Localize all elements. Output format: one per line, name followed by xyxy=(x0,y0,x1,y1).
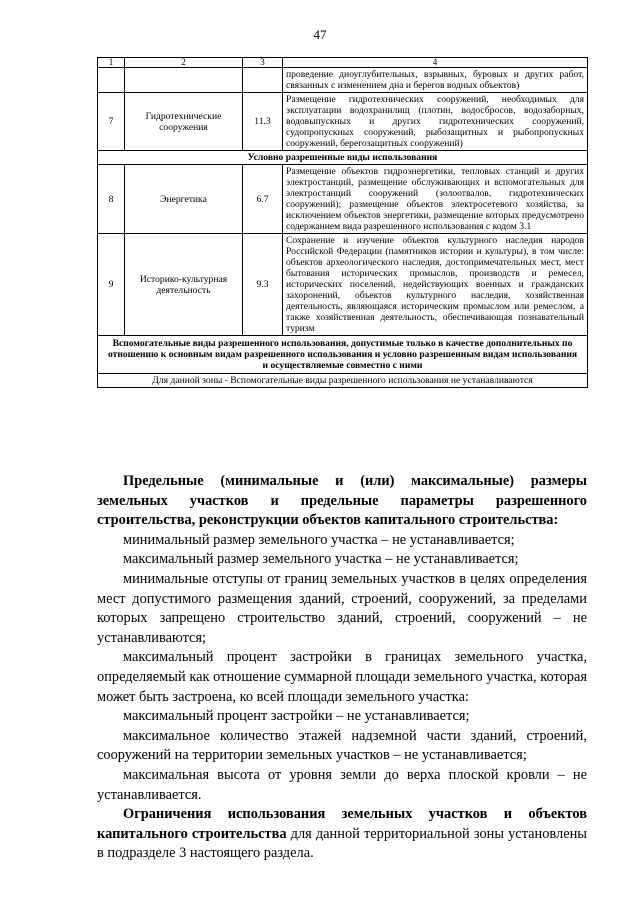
paragraph: максимальное количество этажей надземной части зданий, строений, сооружений на территории земельных участков – не устанавливается; xyxy=(97,727,587,764)
restrictions-bold: Ограничения использования земельных участков и объектов капитального строительства xyxy=(97,806,587,842)
section-header-row xyxy=(98,151,588,165)
use-type-description: Сохранение и изучение объектов культурного наследия народов Российской Федерации (памятников истории и культуры), в том числе: объектов археологического наследия, достопримечательных мест, мест бытования исторических промыслов, производств и ремесел, исторических поселений, недействующих военных и гражданских захоронений, объектов культурного наследия, хозяйственная деятельность, являющаяся историческим промыслом или ремеслом, а также хозяйственная деятельность, обеспечивающая познавательный туризм xyxy=(283,234,588,336)
paragraph: минимальные отступы от границ земельных участков в целях определения мест допустимого размещения зданий, строений, сооружений, за пределами которых запрещено строительство зданий, строений, сооружений – не устанавливаются; xyxy=(97,570,587,646)
note-row xyxy=(98,374,588,388)
use-type-name: Гидротехнические сооружения xyxy=(125,93,243,151)
section-conditional-title: Условно разрешенные виды использования xyxy=(98,151,588,165)
use-type-description: Размещение объектов гидроэнергетики, тепловых станций и других электростанций, размещение обслуживающих и вспомогательных для электростанций сооружений (золоотвалов, гидротехнических сооружений); размещение объектов электросетевого хозяйства, за исключением объектов энергетики, размещение которых предусмотрено содержанием вида разрешенного использования с кодом 3.1 xyxy=(283,165,588,234)
col-header-2: 2 xyxy=(125,58,243,68)
table-row xyxy=(98,234,588,336)
paragraph: минимальный размер земельного участка – не устанавливается; xyxy=(123,531,515,548)
row-number: 7 xyxy=(98,93,125,151)
regulations-text xyxy=(97,472,587,864)
use-type-code: 9.3 xyxy=(243,234,283,336)
paragraph: максимальная высота от уровня земли до верха плоской кровли – не устанавливается. xyxy=(97,766,587,803)
restrictions-rest: для данной территориальной зоны установлены в подразделе 3 настоящего раздела. xyxy=(97,825,587,862)
land-use-table xyxy=(97,57,588,388)
page-number: 47 xyxy=(313,27,327,42)
row-number: 9 xyxy=(98,234,125,336)
auxiliary-note: Для данной зоны - Вспомогательные виды разрешенного использования не устанавливаются xyxy=(98,374,588,388)
use-type-code: 11.3 xyxy=(243,93,283,151)
limits-heading: Предельные (минимальные и (или) максимальные) размеры земельных участков и предельные параметры разрешенного строительства, реконструкции объектов капитального строительства: xyxy=(97,473,587,529)
paragraph: максимальный процент застройки – не устанавливается; xyxy=(123,708,470,725)
use-type-name: Энергетика xyxy=(125,165,243,234)
col-header-3: 3 xyxy=(243,58,283,68)
table-row xyxy=(98,165,588,234)
paragraph: максимальный процент застройки в границах земельного участка, определяемый как отношение суммарной площади земельного участка, которая может быть застроена, ко всей площади земельного участка: xyxy=(97,649,587,705)
use-type-code: 6.7 xyxy=(243,165,283,234)
section-auxiliary-title: Вспомогательные виды разрешенного использования, допустимые только в качестве дополнительных по отношению к основным видам разрешенного использования и условно разрешенным видам использования и осуществляемые совместно с ними xyxy=(98,336,588,374)
use-type-description: Размещение гидротехнических сооружений, необходимых для эксплуатации водохранилищ (плотин, водосбросов, водозаборных, водовыпускных и других гидротехнических сооружений, судопропускных сооружений, рыбозащитных и рыбопропускных сооружений, берегозащитных сооружений) xyxy=(283,93,588,151)
table-header-row xyxy=(98,58,588,68)
continuation-text: проведение дноуглубительных, взрывных, буровых и других работ, связанных с изменением дна и берегов водных объектов) xyxy=(283,68,588,93)
restrictions-paragraph xyxy=(97,805,587,864)
table-row-continuation xyxy=(98,68,588,93)
row-number: 8 xyxy=(98,165,125,234)
col-header-4: 4 xyxy=(283,58,588,68)
col-header-1: 1 xyxy=(98,58,125,68)
section-header-row xyxy=(98,336,588,374)
table-row xyxy=(98,93,588,151)
use-type-name: Историко-культурная деятельность xyxy=(125,234,243,336)
paragraph: максимальный размер земельного участка – не устанавливается; xyxy=(123,551,519,568)
